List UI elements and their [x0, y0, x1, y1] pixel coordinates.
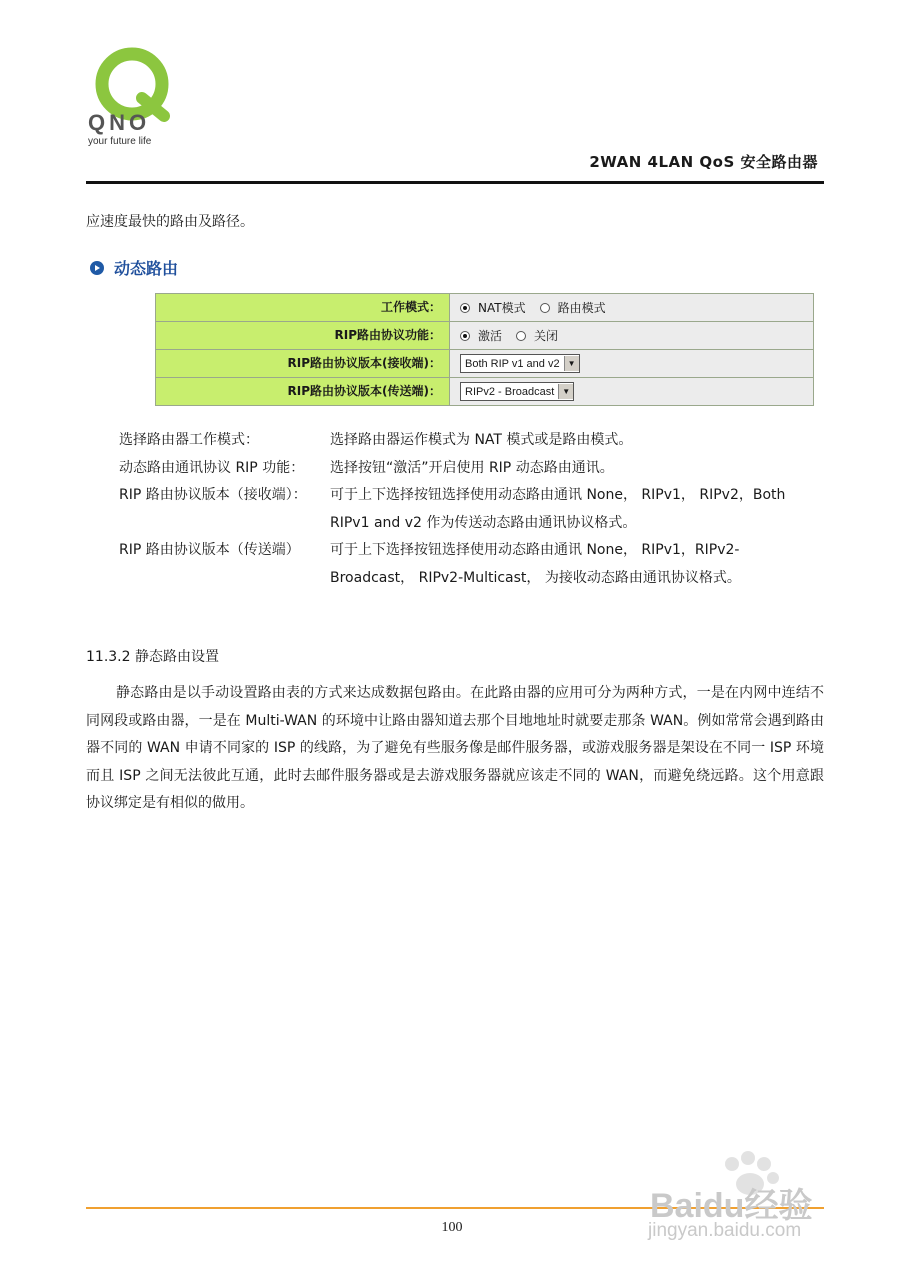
rip-receive-version-select[interactable] — [460, 354, 580, 373]
config-value — [450, 322, 813, 349]
watermark-brand: Baidu经验 — [650, 1187, 813, 1225]
rip-enable-radio[interactable] — [460, 331, 470, 341]
subsection-title: 11.3.2 静态路由设置 — [86, 649, 219, 665]
description-item — [119, 427, 800, 455]
logo-tagline: your future life — [88, 136, 152, 147]
nat-mode-label: NAT模式 — [478, 301, 526, 315]
description-item — [119, 482, 800, 537]
config-row-rip-receive — [156, 350, 813, 378]
rip-send-version-select[interactable] — [460, 382, 574, 401]
description-item — [119, 537, 800, 592]
watermark-url: jingyan.baidu.com — [648, 1220, 802, 1241]
config-label: RIP路由协议功能： — [156, 322, 450, 349]
description-definition: 可于上下选择按钮选择使用动态路由通讯 None， RIPv1， RIPv2，Both RIPv1 and v2 作为传送动态路由通讯协议格式。 — [330, 487, 786, 531]
description-term: RIP 路由协议版本（传送端） — [119, 542, 300, 558]
select-value: RIPv2 - Broadcast — [465, 385, 555, 398]
rip-disable-radio[interactable] — [516, 331, 526, 341]
dropdown-arrow-icon[interactable]: ▼ — [564, 356, 579, 371]
config-row-rip-send — [156, 378, 813, 405]
select-value: Both RIP v1 and v2 — [465, 357, 560, 370]
rip-enable-label: 激活 — [478, 329, 503, 343]
dynamic-routing-config-table — [155, 293, 814, 406]
description-item — [119, 455, 800, 483]
description-term: RIP 路由协议版本（接收端）： — [119, 487, 307, 503]
intro-text: 应速度最快的路由及路径。 — [86, 214, 254, 230]
router-mode-label: 路由模式 — [557, 301, 606, 315]
body-paragraph: 静态路由是以手动设置路由表的方式来达成数据包路由。在此路由器的应用可分为两种方式，一是在内网中连结不同网段或路由器，一是在 Multi-WAN 的环境中让路由器知道去那个目地地址时就要走那条 WAN。例如常常会遇到路由器不同的 WAN 申请不同家的 ISP 的线路，为了避免有些服务像是邮件服务器，或游戏服务器是架设在不同一 ISP 环境而且 ISP 之间无法彼此互通，此时去邮件服务器或是去游戏服务器就应该走不同的 WAN，而避免绕远路。这个用意跟协议绑定是有相似的做用。 — [86, 685, 824, 811]
nat-mode-radio[interactable] — [460, 303, 470, 313]
section-title: 动态路由 — [114, 259, 179, 278]
section-heading — [90, 256, 178, 279]
config-row-rip — [156, 322, 813, 350]
logo-wordmark: QNO — [88, 110, 151, 135]
config-label: RIP路由协议版本(接收端)： — [156, 350, 450, 377]
config-label: 工作模式： — [156, 294, 450, 321]
config-value — [450, 294, 813, 321]
document-title: 2WAN 4LAN QoS 安全路由器 — [589, 153, 818, 171]
config-label: RIP路由协议版本(传送端)： — [156, 378, 450, 405]
config-value — [450, 378, 813, 405]
config-row-mode — [156, 294, 813, 322]
page-number: 100 — [441, 1220, 463, 1235]
router-mode-radio[interactable] — [540, 303, 550, 313]
description-term: 动态路由通讯协议 RIP 功能： — [119, 459, 305, 476]
description-definition: 选择路由器运作模式为 NAT 模式或是路由模式。 — [330, 432, 633, 448]
header-divider — [86, 181, 824, 184]
rip-disable-label: 关闭 — [534, 329, 559, 343]
description-definition: 选择按钮“激活”开启使用 RIP 动态路由通讯。 — [330, 459, 614, 476]
config-value — [450, 350, 813, 377]
description-definition: 可于上下选择按钮选择使用动态路由通讯 None， RIPv1，RIPv2-Broadcast， RIPv2-Multicast， 为接收动态路由通讯协议格式。 — [330, 542, 741, 586]
dropdown-arrow-icon[interactable]: ▼ — [558, 384, 573, 399]
play-bullet-icon — [90, 261, 104, 275]
description-term: 选择路由器工作模式： — [119, 432, 259, 448]
field-descriptions — [119, 427, 800, 592]
